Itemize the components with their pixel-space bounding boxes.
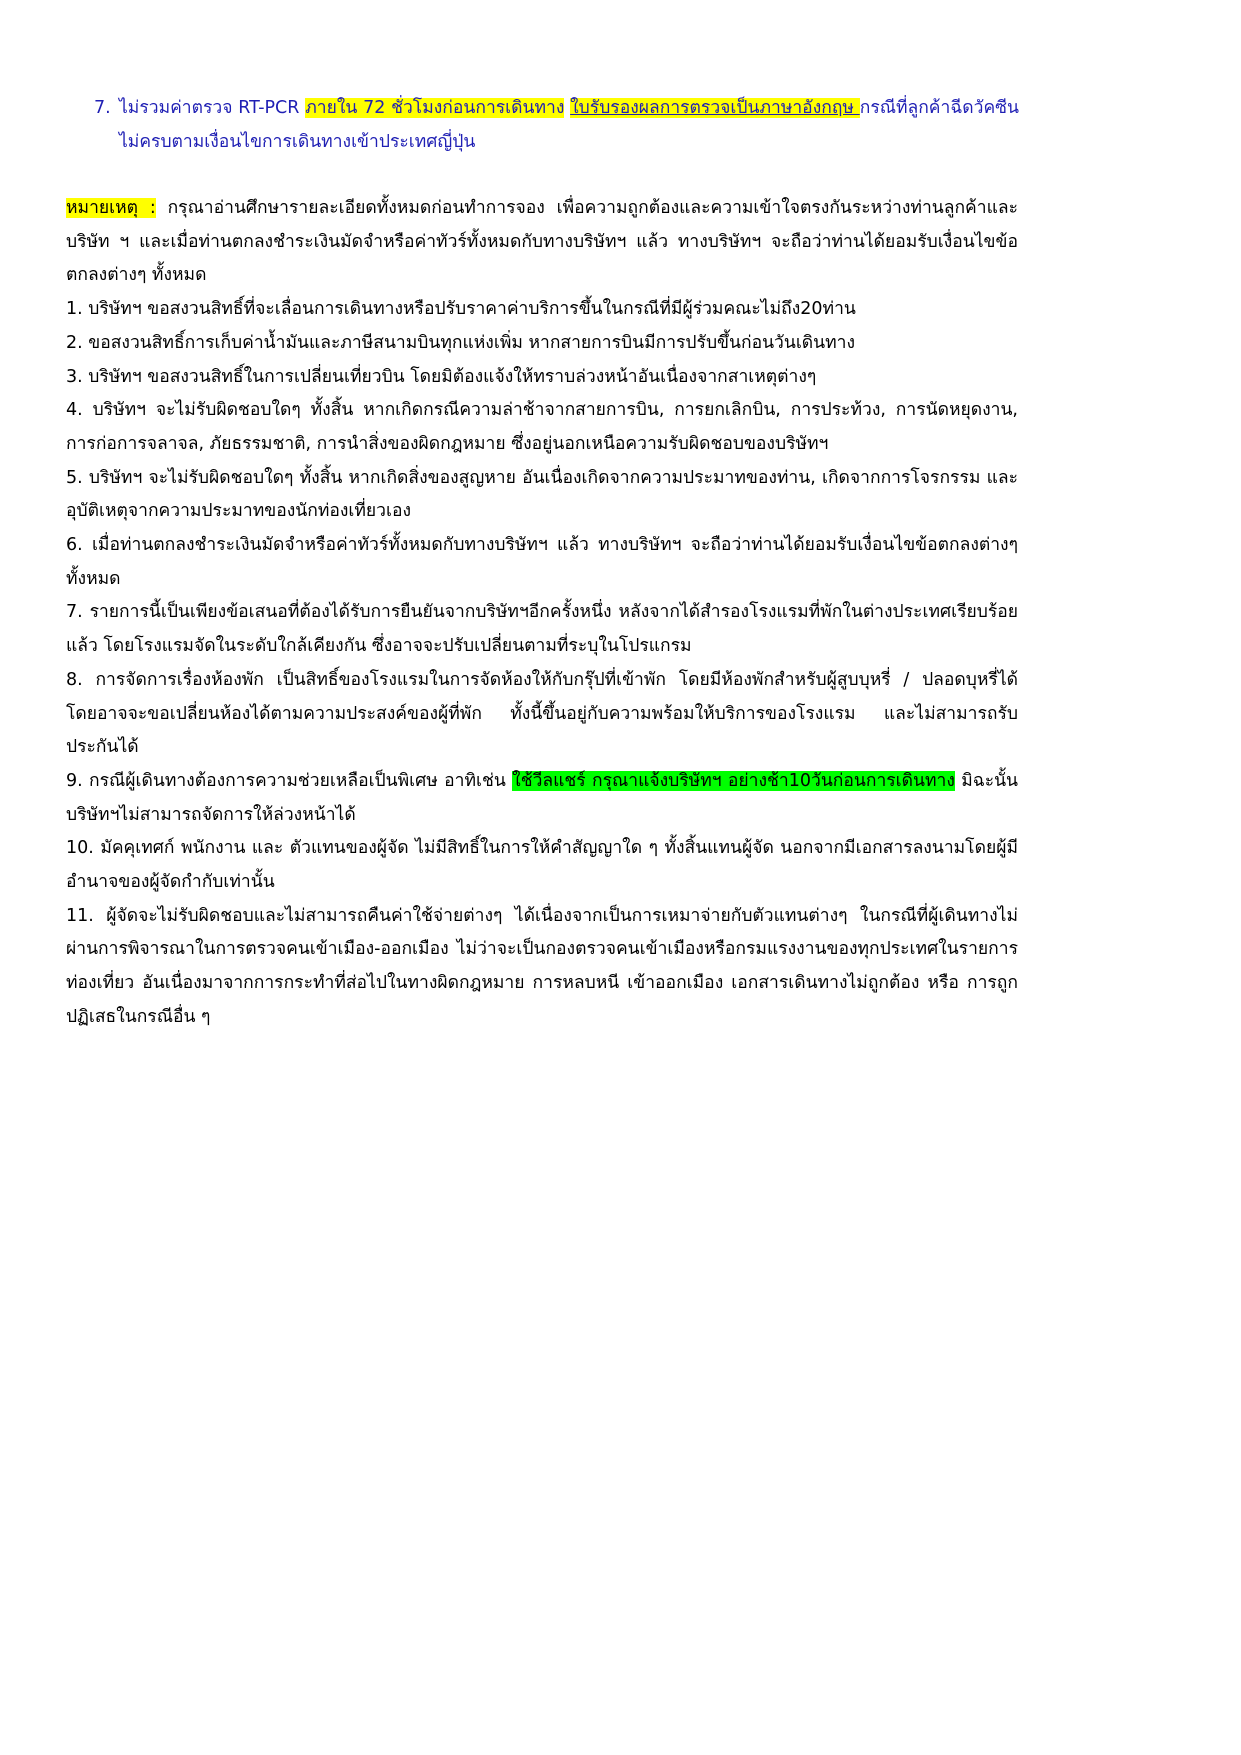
exclusion-item-7 — [94, 91, 1019, 159]
highlight-english-certificate: ใบรับรองผลการตรวจเป็นภาษาอังกฤษ — [570, 98, 860, 118]
wheelchair-highlight: ใช้วีลแชร์ กรุณาแจ้งบริษัทฯ อย่างช้า10วันก่อนการเดินทาง — [512, 770, 955, 791]
highlight-72-hours: ภายใน 72 ชั่วโมงก่อนการเดินทาง — [305, 98, 565, 118]
condition-1: 1. บริษัทฯ ขอสงวนสิทธิ์ที่จะเลื่อนการเดินทางหรือปรับราคาค่าบริการขึ้นในกรณีที่มีผู้ร่วมคณะไม่ถึง20ท่าน — [66, 299, 856, 320]
condition-4: 4. บริษัทฯ จะไม่รับผิดชอบใดๆ ทั้งสิ้น หากเกิดกรณีความล่าช้าจากสายการบิน, การยกเลิกบิน, การประท้วง, การนัดหยุดงาน, การก่อการจลาจล, ภัยธรรมชาติ, การนำสิ่งของผิดกฎหมาย ซึ่งอยู่นอกเหนือความรับผิดชอบของบริษัทฯ — [66, 400, 1018, 454]
condition-5: 5. บริษัทฯ จะไม่รับผิดชอบใดๆ ทั้งสิ้น หากเกิดสิ่งของสูญหาย อันเนื่องเกิดจากความประมาทของท่าน, เกิดจากการโจรกรรม และ อุบัติเหตุจากความประมาทของนักท่องเที่ยวเอง — [66, 467, 1018, 522]
remark-text: กรุณาอ่านศึกษารายละเอียดทั้งหมดก่อนทำการจอง เพื่อความถูกต้องและความเข้าใจตรงกันระหว่างท่านลูกค้าและ บริษัท ฯ และเมื่อท่านตกลงชำระเงินมัดจำหรือค่าทัวร์ทั้งหมดกับทางบริษัทฯ แล้ว ทางบริษัทฯ จะถือว่าท่านได้ยอมรับเงื่อนไขข้อตกลงต่างๆ ทั้งหมด — [66, 198, 1018, 286]
condition-10: 10. มัคคุเทศก์ พนักงาน และ ตัวแทนของผู้จัด ไม่มีสิทธิ์ในการให้คำสัญญาใด ๆ ทั้งสิ้นแทนผู้จัด นอกจากมีเอกสารลงนามโดยผู้มีอำนาจของผู้จัดกำกับเท่านั้น — [66, 838, 1018, 893]
condition-2: 2. ขอสงวนสิทธิ์การเก็บค่าน้ำมันและภาษีสนามบินทุกแห่งเพิ่ม หากสายการบินมีการปรับขึ้นก่อนวันเดินทาง — [66, 332, 856, 353]
condition-11: 11. ผู้จัดจะไม่รับผิดชอบและไม่สามารถคืนค่าใช้จ่ายต่างๆ ได้เนื่องจากเป็นการเหมาจ่ายกับตัวแทนต่างๆ ในกรณีที่ผู้เดินทางไม่ผ่านการพิจารณาในการตรวจคนเข้าเมือง-ออกเมือง ไม่ว่าจะเป็นกองตรวจคนเข้าเมืองหรือกรมแรงงานของทุกประเทศในรายการท่องเที่ยว อันเนื่องมาจากการกระทำที่ส่อไปในทางผิดกฎหมาย การหลบหนี เข้าออกเมือง เอกสารเดินทางไม่ถูกต้อง หรือ การถูกปฏิเสธในกรณีอื่น ๆ — [66, 905, 1018, 1027]
condition-3: 3. บริษัทฯ ขอสงวนสิทธิ์ในการเปลี่ยนเที่ยวบิน โดยมิต้องแจ้งให้ทราบล่วงหน้าอันเนื่องจากสาเหตุต่างๆ — [66, 366, 817, 387]
remarks-section — [66, 192, 1018, 1035]
remark-label: หมายเหตุ : — [66, 198, 156, 218]
item-text — [119, 91, 1019, 159]
item-text-part2: กรณีที่ลูกค้าฉีดวัคซีนไม่ครบตามเงื่อนไขการเดินทางเข้าประเทศญี่ปุ่น — [119, 98, 1019, 152]
condition-6: 6. เมื่อท่านตกลงชำระเงินมัดจำหรือค่าทัวร์ทั้งหมดกับทางบริษัทฯ แล้ว ทางบริษัทฯ จะถือว่าท่านได้ยอมรับเงื่อนไขข้อตกลงต่างๆ ทั้งหมด — [66, 535, 1018, 589]
item-number: 7. — [94, 98, 111, 118]
condition-9-part1: 9. กรณีผู้เดินทางต้องการความช่วยเหลือเป็นพิเศษ อาทิเช่น — [66, 770, 513, 791]
condition-9-part2: มิฉะนั้น บริษัทฯไม่สามารถจัดการให้ล่วงหน้าได้ — [66, 770, 1019, 825]
condition-9 — [66, 765, 1018, 832]
remark-paragraph — [66, 192, 1018, 293]
condition-8: 8. การจัดการเรื่องห้องพัก เป็นสิทธิ์ของโรงแรมในการจัดห้องให้กับกรุ๊ปที่เข้าพัก โดยมีห้องพักสำหรับผู้สูบบุหรี่ / ปลอดบุหรี่ได้ โดยอาจจะขอเปลี่ยนห้องได้ตามความประสงค์ของผู้ที่พัก ทั้งนี้ขึ้นอยู่กับความพร้อมให้บริการของโรงแรม และไม่สามารถรับประกันได้ — [66, 669, 1018, 758]
condition-7: 7. รายการนี้เป็นเพียงข้อเสนอที่ต้องได้รับการยืนยันจากบริษัทฯอีกครั้งหนึ่ง หลังจากได้สำรองโรงแรมที่พักในต่างประเทศเรียบร้อยแล้ว โดยโรงแรมจัดในระดับใกล้เคียงกัน ซึ่งอาจจะปรับเปลี่ยนตามที่ระบุในโปรแกรม — [66, 602, 1018, 657]
item-text-part1: ไม่รวมค่าตรวจ RT-PCR — [119, 98, 306, 118]
